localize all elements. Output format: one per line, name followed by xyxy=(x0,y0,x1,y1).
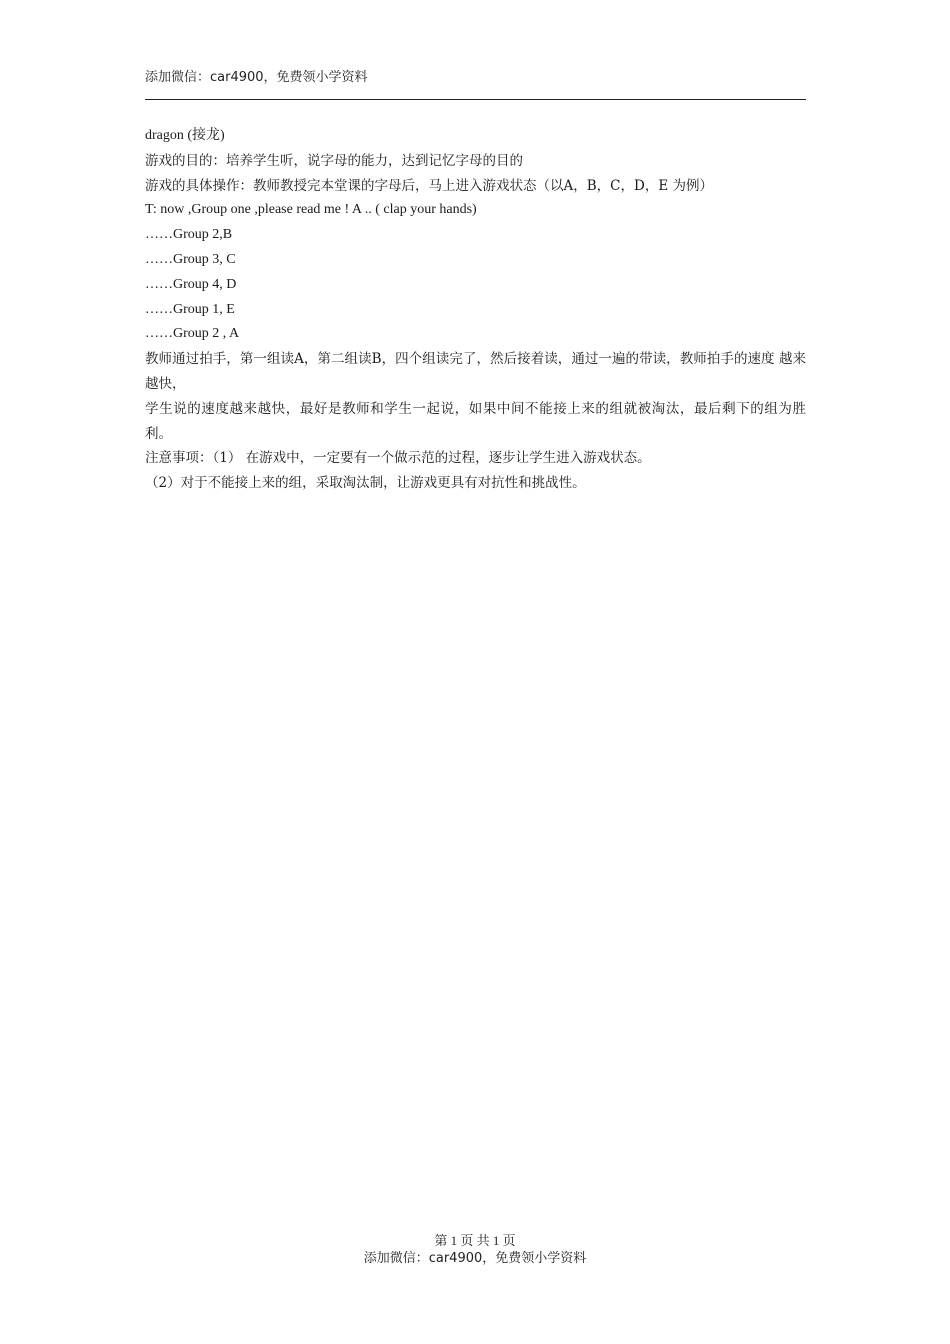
page-header: 添加微信：car4900，免费领小学资料 xyxy=(145,70,368,85)
paragraph-elimination: 学生说的速度越来越快，最好是教师和学生一起说，如果中间不能接上来的组就被淘汰，最后剩下的组为胜利。 xyxy=(145,400,806,442)
teacher-line: T: now ,Group one ,please read me ! A .. ( clap your hands) xyxy=(145,202,477,218)
group-line: ……Group 2 , A xyxy=(145,326,240,342)
game-purpose: 游戏的目的：培养学生听，说字母的能力，达到记忆字母的目的 xyxy=(145,152,523,169)
header-divider xyxy=(145,99,806,100)
note-two: （2）对于不能接上来的组，采取淘汰制，让游戏更具有对抗性和挑战性。 xyxy=(145,475,586,492)
page-footer: 添加微信：car4900，免费领小学资料 xyxy=(363,1251,587,1266)
group-line: ……Group 2,B xyxy=(145,227,233,243)
game-operation: 游戏的具体操作：教师教授完本堂课的字母后，马上进入游戏状态（以A，B，C，D，E 为例） xyxy=(145,177,713,194)
page-number: 第 1 页 共 1 页 xyxy=(434,1233,516,1248)
paragraph-clapping: 教师通过拍手，第一组读A，第二组读B，四个组读完了，然后接着读，通过一遍的带读，教师拍手的速度 越来越快， xyxy=(145,351,806,392)
group-line: ……Group 3, C xyxy=(145,251,236,267)
note-one: 注意事项：（1） 在游戏中，一定要有一个做示范的过程，逐步让学生进入游戏状态。 xyxy=(145,450,651,467)
document-body xyxy=(145,124,806,496)
group-line: ……Group 4, D xyxy=(145,276,237,292)
group-line: ……Group 1, E xyxy=(145,301,235,317)
game-title: dragon (接龙) xyxy=(145,128,225,143)
